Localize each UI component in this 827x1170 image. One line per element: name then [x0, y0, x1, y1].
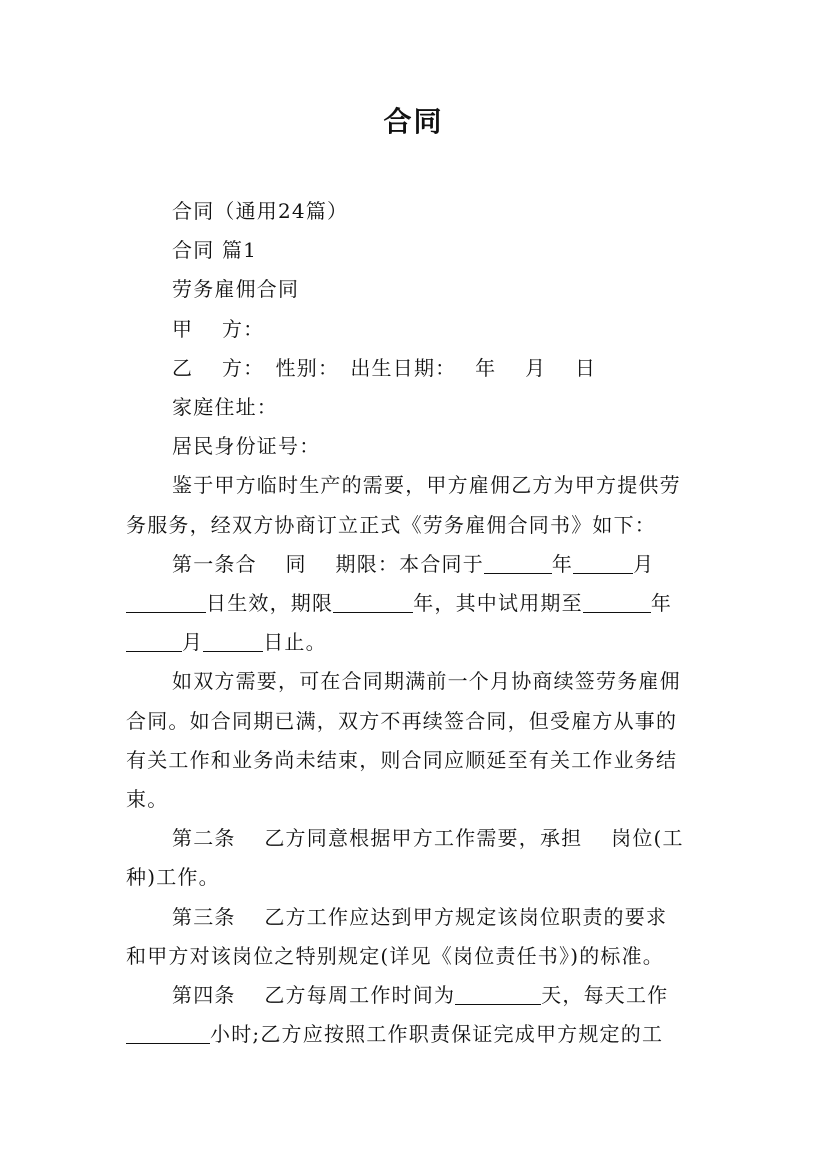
- article-1-line-3: [126, 623, 706, 662]
- line-address: 家庭住址：: [172, 395, 278, 420]
- article-1-line-1: [126, 545, 706, 584]
- article-4-text-b: 天，每天工作: [541, 983, 669, 1008]
- blank-term-years: [333, 592, 413, 613]
- line-heading: 合同（通用24篇）: [172, 199, 349, 223]
- article-2-line-1: 第二条 乙方同意根据甲方工作需要，承担 岗位(工: [172, 826, 684, 851]
- document-title: 合同: [383, 105, 444, 138]
- article-2-line-2: 种)工作。: [126, 865, 220, 890]
- line-party-b: 乙 方： 性别： 出生日期： 年 月 日: [172, 355, 597, 380]
- article-4-text-a: 第四条 乙方每周工作时间为: [172, 983, 456, 1008]
- renewal-line-1: 如双方需要，可在合同期满前一个月协商续签劳务雇佣: [172, 669, 681, 694]
- article-1-text-b: 年: [551, 551, 574, 576]
- article-1-text-g: 月: [182, 630, 204, 655]
- article-1-text-a: 第一条合 同 期限：本合同于: [172, 551, 484, 576]
- article-4-line-1: [126, 976, 706, 1015]
- blank-start-month: [573, 553, 633, 574]
- article-1-text-f: 年: [650, 591, 673, 616]
- line-id-number: 居民身份证号：: [172, 434, 321, 459]
- article-1-text-e: 年，其中试用期至: [413, 591, 583, 616]
- blank-start-year: [484, 553, 552, 574]
- blank-trial-year: [583, 592, 651, 613]
- document-body: [126, 192, 706, 1054]
- renewal-line-2: 合同。如合同期已满，双方不再续签合同，但受雇方从事的: [126, 708, 678, 733]
- article-4-text-c: 小时;乙方应按照工作职责保证完成甲方规定的工: [210, 1022, 664, 1047]
- renewal-line-4: 束。: [126, 787, 169, 812]
- line-contract-name: 劳务雇佣合同: [172, 277, 300, 302]
- renewal-line-3: 有关工作和业务尚未结束，则合同应顺延至有关工作业务结: [126, 747, 678, 772]
- line-preamble-2: 务服务，经双方协商订立正式《劳务雇佣合同书》如下：: [126, 512, 656, 537]
- article-1-text-d: 日生效，期限: [206, 591, 334, 616]
- line-preamble-1: 鉴于甲方临时生产的需要，甲方雇佣乙方为甲方提供劳: [172, 473, 681, 498]
- article-3-line-1: 第三条 乙方工作应达到甲方规定该岗位职责的要求: [172, 904, 668, 929]
- article-1-text-c: 月: [633, 551, 655, 576]
- blank-trial-day: [203, 631, 263, 652]
- blank-start-day: [126, 592, 206, 613]
- blank-hours-per-day: [126, 1023, 210, 1044]
- blank-trial-month: [126, 631, 182, 652]
- blank-days-per-week: [455, 984, 541, 1005]
- article-1-line-2: [126, 584, 706, 623]
- article-1-text-h: 日止。: [263, 630, 327, 655]
- line-party-a: 甲 方：: [172, 316, 265, 341]
- article-3-line-2: 和甲方对该岗位之特别规定(详见《岗位责任书》)的标准。: [126, 943, 665, 968]
- article-4-line-2: [126, 1015, 706, 1054]
- line-section: 合同 篇1: [172, 238, 258, 263]
